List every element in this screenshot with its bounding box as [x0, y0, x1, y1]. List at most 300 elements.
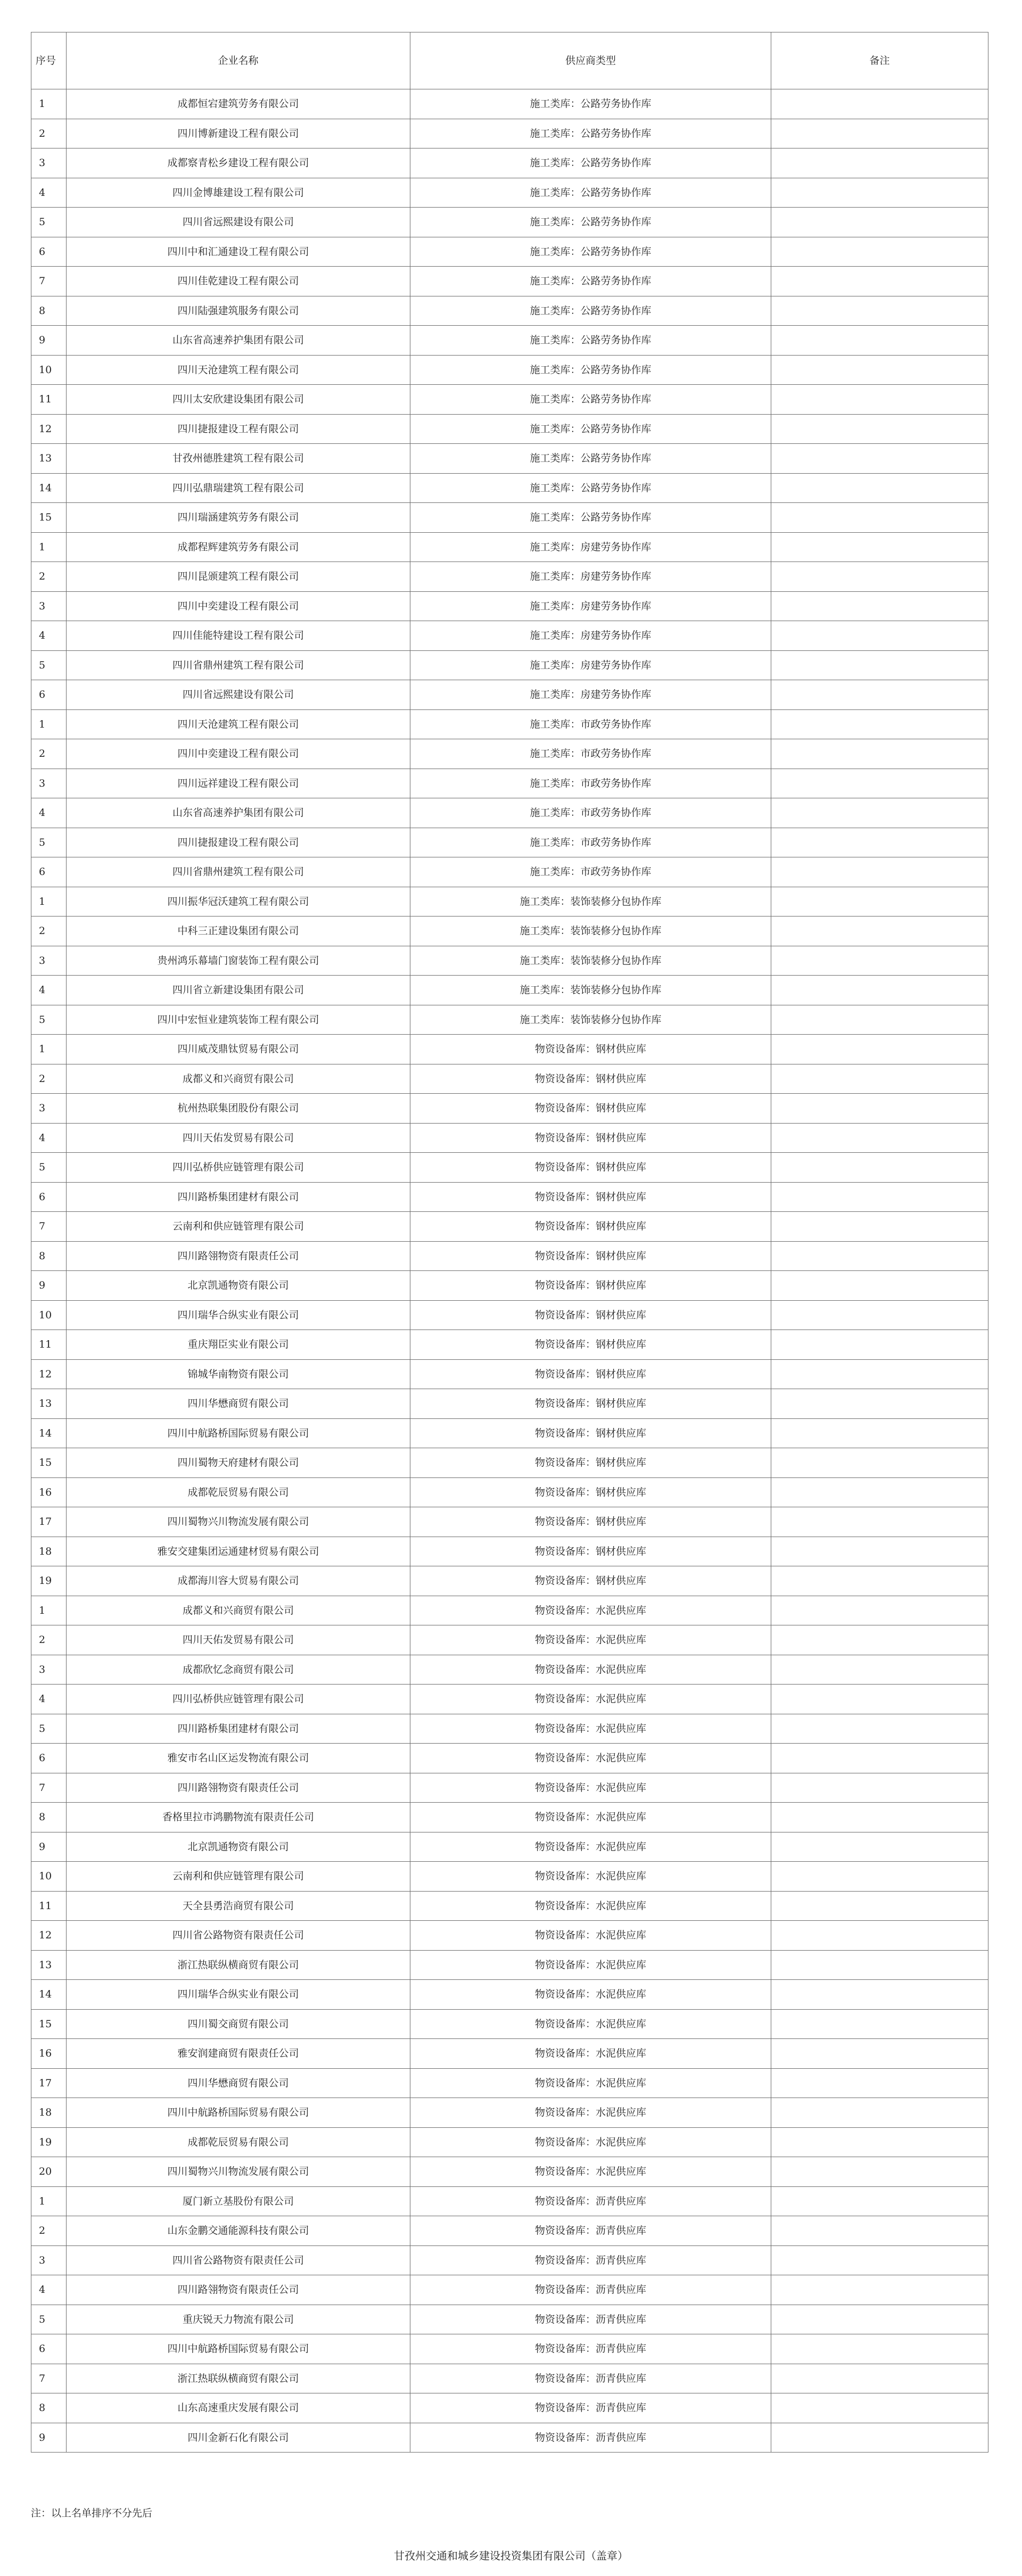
row-index: 4	[31, 621, 67, 651]
table-row	[31, 503, 988, 533]
table-row	[31, 178, 988, 208]
table-row	[31, 2068, 988, 2098]
row-index: 2	[31, 2216, 67, 2246]
row-company-name: 杭州热联集团股份有限公司	[67, 1094, 410, 1124]
row-supplier-type: 物资设备库：钢材供应库	[410, 1300, 771, 1330]
row-index: 4	[31, 2275, 67, 2305]
table-row	[31, 1094, 988, 1124]
row-supplier-type: 物资设备库：钢材供应库	[410, 1566, 771, 1596]
table-row	[31, 1182, 988, 1212]
row-supplier-type: 物资设备库：沥青供应库	[410, 2393, 771, 2423]
row-supplier-type: 物资设备库：钢材供应库	[410, 1507, 771, 1537]
row-company-name: 四川省公路物资有限责任公司	[67, 1921, 410, 1951]
row-index: 9	[31, 2423, 67, 2453]
table-row	[31, 1862, 988, 1892]
row-supplier-type: 物资设备库：钢材供应库	[410, 1271, 771, 1301]
row-index: 13	[31, 444, 67, 474]
row-remark	[771, 1507, 988, 1537]
table-row	[31, 650, 988, 680]
row-remark	[771, 562, 988, 592]
table-row	[31, 1064, 988, 1094]
row-index: 1	[31, 887, 67, 917]
row-remark	[771, 1241, 988, 1271]
list-note: 注：以上名单排序不分先后	[31, 2507, 153, 2519]
row-index: 1	[31, 532, 67, 562]
row-company-name: 四川中奕建设工程有限公司	[67, 591, 410, 621]
row-remark	[771, 1300, 988, 1330]
supplier-list-sheet	[31, 32, 988, 2453]
row-remark	[771, 2393, 988, 2423]
row-company-name: 重庆翔臣实业有限公司	[67, 1330, 410, 1360]
row-index: 1	[31, 709, 67, 739]
row-index: 5	[31, 208, 67, 237]
row-index: 5	[31, 2305, 67, 2334]
row-remark	[771, 208, 988, 237]
row-index: 5	[31, 828, 67, 857]
row-supplier-type: 施工类库：市政劳务协作库	[410, 769, 771, 798]
row-index: 10	[31, 1300, 67, 1330]
table-row	[31, 1950, 988, 1980]
table-row	[31, 2216, 988, 2246]
row-company-name: 云南利和供应链管理有限公司	[67, 1212, 410, 1242]
row-supplier-type: 物资设备库：钢材供应库	[410, 1389, 771, 1419]
table-row	[31, 562, 988, 592]
row-remark	[771, 2305, 988, 2334]
row-company-name: 四川华懋商贸有限公司	[67, 2068, 410, 2098]
row-supplier-type: 施工类库：市政劳务协作库	[410, 709, 771, 739]
row-index: 14	[31, 1418, 67, 1448]
row-index: 11	[31, 385, 67, 415]
table-row	[31, 1773, 988, 1803]
row-remark	[771, 1625, 988, 1655]
row-index: 18	[31, 2098, 67, 2128]
row-index: 3	[31, 769, 67, 798]
row-remark	[771, 680, 988, 710]
row-supplier-type: 施工类库：装饰装修分包协作库	[410, 917, 771, 946]
row-supplier-type: 物资设备库：水泥供应库	[410, 1891, 771, 1921]
row-supplier-type: 物资设备库：沥青供应库	[410, 2216, 771, 2246]
row-supplier-type: 物资设备库：沥青供应库	[410, 2364, 771, 2393]
row-company-name: 四川省立新建设集团有限公司	[67, 976, 410, 1005]
row-index: 3	[31, 2245, 67, 2275]
row-company-name: 四川省远熙建设有限公司	[67, 680, 410, 710]
row-company-name: 四川金博雄建设工程有限公司	[67, 178, 410, 208]
row-supplier-type: 物资设备库：钢材供应库	[410, 1448, 771, 1478]
table-row	[31, 2334, 988, 2364]
table-row	[31, 119, 988, 148]
row-index: 7	[31, 2364, 67, 2393]
row-remark	[771, 1477, 988, 1507]
row-supplier-type: 物资设备库：水泥供应库	[410, 1714, 771, 1744]
table-row	[31, 1714, 988, 1744]
row-company-name: 四川天佑发贸易有限公司	[67, 1123, 410, 1153]
row-company-name: 四川天沧建筑工程有限公司	[67, 709, 410, 739]
row-index: 1	[31, 89, 67, 119]
row-index: 11	[31, 1891, 67, 1921]
row-company-name: 成都恒宕建筑劳务有限公司	[67, 89, 410, 119]
row-supplier-type: 物资设备库：钢材供应库	[410, 1182, 771, 1212]
row-company-name: 四川天佑发贸易有限公司	[67, 1625, 410, 1655]
row-supplier-type: 施工类库：装饰装修分包协作库	[410, 1005, 771, 1035]
row-remark	[771, 917, 988, 946]
row-remark	[771, 2009, 988, 2039]
row-supplier-type: 施工类库：房建劳务协作库	[410, 562, 771, 592]
row-supplier-type: 物资设备库：水泥供应库	[410, 2068, 771, 2098]
row-index: 7	[31, 1212, 67, 1242]
row-index: 17	[31, 2068, 67, 2098]
row-company-name: 成都欣忆念商贸有限公司	[67, 1655, 410, 1685]
row-supplier-type: 物资设备库：水泥供应库	[410, 1980, 771, 2010]
row-index: 10	[31, 1862, 67, 1892]
row-index: 10	[31, 355, 67, 385]
row-remark	[771, 709, 988, 739]
table-row	[31, 828, 988, 857]
table-row	[31, 1566, 988, 1596]
row-supplier-type: 施工类库：公路劳务协作库	[410, 503, 771, 533]
row-company-name: 四川中航路桥国际贸易有限公司	[67, 2098, 410, 2128]
table-row	[31, 326, 988, 356]
row-supplier-type: 物资设备库：水泥供应库	[410, 2009, 771, 2039]
row-company-name: 雅安交建集团运通建材贸易有限公司	[67, 1537, 410, 1566]
table-row	[31, 1980, 988, 2010]
row-remark	[771, 473, 988, 503]
row-remark	[771, 119, 988, 148]
row-remark	[771, 2157, 988, 2187]
row-company-name: 贵州鸿乐幕墙门窗装饰工程有限公司	[67, 946, 410, 976]
row-index: 12	[31, 1921, 67, 1951]
row-remark	[771, 296, 988, 326]
row-supplier-type: 物资设备库：钢材供应库	[410, 1359, 771, 1389]
row-remark	[771, 976, 988, 1005]
row-company-name: 四川中宏恒业建筑装饰工程有限公司	[67, 1005, 410, 1035]
row-index: 2	[31, 1625, 67, 1655]
row-index: 5	[31, 1714, 67, 1744]
row-supplier-type: 施工类库：公路劳务协作库	[410, 473, 771, 503]
row-remark	[771, 1980, 988, 2010]
row-company-name: 四川瑞华合纵实业有限公司	[67, 1300, 410, 1330]
row-supplier-type: 物资设备库：沥青供应库	[410, 2305, 771, 2334]
table-row	[31, 1330, 988, 1360]
row-company-name: 四川瑞涵建筑劳务有限公司	[67, 503, 410, 533]
row-supplier-type: 施工类库：公路劳务协作库	[410, 414, 771, 444]
table-row	[31, 2393, 988, 2423]
row-supplier-type: 物资设备库：钢材供应库	[410, 1330, 771, 1360]
row-supplier-type: 物资设备库：水泥供应库	[410, 1655, 771, 1685]
table-row	[31, 2423, 988, 2453]
row-supplier-type: 物资设备库：水泥供应库	[410, 1832, 771, 1862]
row-index: 12	[31, 414, 67, 444]
row-supplier-type: 物资设备库：钢材供应库	[410, 1537, 771, 1566]
table-row	[31, 89, 988, 119]
table-row	[31, 2098, 988, 2128]
row-supplier-type: 物资设备库：水泥供应库	[410, 1950, 771, 1980]
row-remark	[771, 267, 988, 296]
row-company-name: 四川省鼎州建筑工程有限公司	[67, 857, 410, 887]
row-company-name: 四川路桥集团建材有限公司	[67, 1182, 410, 1212]
row-remark	[771, 148, 988, 178]
row-remark	[771, 2068, 988, 2098]
row-supplier-type: 物资设备库：水泥供应库	[410, 2157, 771, 2187]
header-supplier-type: 供应商类型	[410, 32, 771, 89]
row-supplier-type: 物资设备库：沥青供应库	[410, 2275, 771, 2305]
row-supplier-type: 物资设备库：水泥供应库	[410, 1625, 771, 1655]
row-index: 8	[31, 296, 67, 326]
row-remark	[771, 1182, 988, 1212]
row-company-name: 山东高速重庆发展有限公司	[67, 2393, 410, 2423]
table-row	[31, 444, 988, 474]
row-company-name: 成都察青松乡建设工程有限公司	[67, 148, 410, 178]
row-remark	[771, 2216, 988, 2246]
row-company-name: 四川蜀交商贸有限公司	[67, 2009, 410, 2039]
row-index: 9	[31, 326, 67, 356]
row-supplier-type: 物资设备库：水泥供应库	[410, 1773, 771, 1803]
row-company-name: 四川陆强建筑服务有限公司	[67, 296, 410, 326]
row-remark	[771, 798, 988, 828]
row-company-name: 四川捷报建设工程有限公司	[67, 414, 410, 444]
row-index: 1	[31, 1035, 67, 1064]
row-remark	[771, 591, 988, 621]
row-supplier-type: 施工类库：市政劳务协作库	[410, 798, 771, 828]
row-remark	[771, 1744, 988, 1773]
row-remark	[771, 1596, 988, 1625]
table-row	[31, 2364, 988, 2393]
row-supplier-type: 物资设备库：水泥供应库	[410, 1685, 771, 1714]
table-row	[31, 798, 988, 828]
row-index: 3	[31, 1094, 67, 1124]
table-row	[31, 1596, 988, 1625]
row-index: 5	[31, 1153, 67, 1183]
table-header-row	[31, 32, 988, 89]
table-row	[31, 739, 988, 769]
row-company-name: 四川省鼎州建筑工程有限公司	[67, 650, 410, 680]
row-index: 7	[31, 267, 67, 296]
row-remark	[771, 650, 988, 680]
row-company-name: 四川博新建设工程有限公司	[67, 119, 410, 148]
row-index: 2	[31, 119, 67, 148]
row-index: 18	[31, 1537, 67, 1566]
row-company-name: 四川省远熙建设有限公司	[67, 208, 410, 237]
row-company-name: 中科三正建设集团有限公司	[67, 917, 410, 946]
row-index: 8	[31, 1241, 67, 1271]
row-supplier-type: 物资设备库：水泥供应库	[410, 1803, 771, 1832]
row-remark	[771, 1330, 988, 1360]
row-company-name: 四川远祥建设工程有限公司	[67, 769, 410, 798]
table-row	[31, 1655, 988, 1685]
row-remark	[771, 769, 988, 798]
row-supplier-type: 物资设备库：沥青供应库	[410, 2423, 771, 2453]
row-index: 4	[31, 798, 67, 828]
header-index: 序号	[31, 32, 67, 89]
row-supplier-type: 物资设备库：水泥供应库	[410, 2127, 771, 2157]
row-supplier-type: 施工类库：装饰装修分包协作库	[410, 887, 771, 917]
row-index: 6	[31, 1182, 67, 1212]
row-company-name: 四川弘桥供应链管理有限公司	[67, 1153, 410, 1183]
row-company-name: 四川金新石化有限公司	[67, 2423, 410, 2453]
row-index: 1	[31, 2186, 67, 2216]
row-remark	[771, 1537, 988, 1566]
row-index: 6	[31, 1744, 67, 1773]
row-supplier-type: 施工类库：公路劳务协作库	[410, 385, 771, 415]
row-remark	[771, 414, 988, 444]
row-remark	[771, 1035, 988, 1064]
row-company-name: 四川省公路物资有限责任公司	[67, 2245, 410, 2275]
table-row	[31, 2157, 988, 2187]
row-remark	[771, 89, 988, 119]
row-supplier-type: 物资设备库：水泥供应库	[410, 1744, 771, 1773]
row-remark	[771, 385, 988, 415]
table-row	[31, 1005, 988, 1035]
row-remark	[771, 2127, 988, 2157]
table-row	[31, 946, 988, 976]
table-row	[31, 1891, 988, 1921]
row-supplier-type: 物资设备库：沥青供应库	[410, 2334, 771, 2364]
row-supplier-type: 施工类库：装饰装修分包协作库	[410, 976, 771, 1005]
row-company-name: 成都乾辰贸易有限公司	[67, 1477, 410, 1507]
row-index: 9	[31, 1832, 67, 1862]
row-supplier-type: 物资设备库：水泥供应库	[410, 2039, 771, 2069]
row-remark	[771, 857, 988, 887]
row-index: 13	[31, 1950, 67, 1980]
row-index: 9	[31, 1271, 67, 1301]
row-company-name: 四川华懋商贸有限公司	[67, 1389, 410, 1419]
table-row	[31, 1389, 988, 1419]
table-row	[31, 1803, 988, 1832]
row-remark	[771, 1921, 988, 1951]
row-remark	[771, 1123, 988, 1153]
row-supplier-type: 施工类库：公路劳务协作库	[410, 208, 771, 237]
row-company-name: 云南利和供应链管理有限公司	[67, 1862, 410, 1892]
row-company-name: 四川中航路桥国际贸易有限公司	[67, 2334, 410, 2364]
row-supplier-type: 施工类库：房建劳务协作库	[410, 532, 771, 562]
row-company-name: 北京凯通物资有限公司	[67, 1832, 410, 1862]
row-remark	[771, 828, 988, 857]
row-remark	[771, 503, 988, 533]
row-company-name: 浙江热联纵横商贸有限公司	[67, 1950, 410, 1980]
table-row	[31, 709, 988, 739]
row-supplier-type: 施工类库：公路劳务协作库	[410, 267, 771, 296]
table-row	[31, 1832, 988, 1862]
row-remark	[771, 1212, 988, 1242]
header-remark: 备注	[771, 32, 988, 89]
table-row	[31, 769, 988, 798]
row-index: 17	[31, 1507, 67, 1537]
row-index: 16	[31, 2039, 67, 2069]
row-company-name: 天全县勇浩商贸有限公司	[67, 1891, 410, 1921]
table-row	[31, 887, 988, 917]
table-row	[31, 1241, 988, 1271]
row-company-name: 四川佳乾建设工程有限公司	[67, 267, 410, 296]
table-row	[31, 591, 988, 621]
row-supplier-type: 物资设备库：钢材供应库	[410, 1418, 771, 1448]
row-index: 2	[31, 562, 67, 592]
row-remark	[771, 1271, 988, 1301]
row-index: 3	[31, 148, 67, 178]
row-index: 6	[31, 857, 67, 887]
row-index: 13	[31, 1389, 67, 1419]
row-company-name: 浙江热联纵横商贸有限公司	[67, 2364, 410, 2393]
row-remark	[771, 1685, 988, 1714]
row-supplier-type: 物资设备库：水泥供应库	[410, 1862, 771, 1892]
row-supplier-type: 物资设备库：钢材供应库	[410, 1153, 771, 1183]
row-remark	[771, 326, 988, 356]
row-supplier-type: 施工类库：公路劳务协作库	[410, 296, 771, 326]
row-company-name: 四川捷报建设工程有限公司	[67, 828, 410, 857]
row-company-name: 锦城华南物资有限公司	[67, 1359, 410, 1389]
table-row	[31, 1123, 988, 1153]
row-supplier-type: 施工类库：公路劳务协作库	[410, 119, 771, 148]
row-supplier-type: 物资设备库：钢材供应库	[410, 1477, 771, 1507]
row-remark	[771, 2364, 988, 2393]
row-supplier-type: 物资设备库：钢材供应库	[410, 1094, 771, 1124]
row-remark	[771, 1359, 988, 1389]
row-company-name: 四川太安欣建设集团有限公司	[67, 385, 410, 415]
row-supplier-type: 施工类库：公路劳务协作库	[410, 355, 771, 385]
row-company-name: 四川中航路桥国际贸易有限公司	[67, 1418, 410, 1448]
row-company-name: 雅安市名山区运发物流有限公司	[67, 1744, 410, 1773]
row-remark	[771, 1891, 988, 1921]
row-supplier-type: 施工类库：市政劳务协作库	[410, 739, 771, 769]
row-company-name: 四川蜀物兴川物流发展有限公司	[67, 1507, 410, 1537]
row-index: 2	[31, 739, 67, 769]
header-company-name: 企业名称	[67, 32, 410, 89]
row-company-name: 四川威茂鼎钛贸易有限公司	[67, 1035, 410, 1064]
row-company-name: 四川路翎物资有限责任公司	[67, 1241, 410, 1271]
row-index: 14	[31, 473, 67, 503]
row-remark	[771, 621, 988, 651]
table-row	[31, 414, 988, 444]
row-company-name: 成都义和兴商贸有限公司	[67, 1064, 410, 1094]
row-company-name: 四川路翎物资有限责任公司	[67, 1773, 410, 1803]
row-remark	[771, 2098, 988, 2128]
row-index: 19	[31, 2127, 67, 2157]
row-index: 8	[31, 1803, 67, 1832]
row-supplier-type: 施工类库：公路劳务协作库	[410, 326, 771, 356]
table-row	[31, 2186, 988, 2216]
row-index: 12	[31, 1359, 67, 1389]
table-row	[31, 1035, 988, 1064]
table-row	[31, 1448, 988, 1478]
table-row	[31, 2127, 988, 2157]
table-row	[31, 148, 988, 178]
row-remark	[771, 2039, 988, 2069]
row-index: 11	[31, 1330, 67, 1360]
row-company-name: 四川佳能特建设工程有限公司	[67, 621, 410, 651]
row-remark	[771, 1418, 988, 1448]
table-row	[31, 237, 988, 267]
row-remark	[771, 1448, 988, 1478]
row-company-name: 厦门新立基股份有限公司	[67, 2186, 410, 2216]
row-company-name: 四川弘鼎瑞建筑工程有限公司	[67, 473, 410, 503]
table-row	[31, 532, 988, 562]
row-company-name: 成都义和兴商贸有限公司	[67, 1596, 410, 1625]
row-supplier-type: 施工类库：公路劳务协作库	[410, 237, 771, 267]
row-company-name: 山东省高速养护集团有限公司	[67, 326, 410, 356]
row-index: 3	[31, 946, 67, 976]
row-remark	[771, 2275, 988, 2305]
row-index: 6	[31, 237, 67, 267]
row-company-name: 甘孜州德胜建筑工程有限公司	[67, 444, 410, 474]
table-row	[31, 2275, 988, 2305]
row-remark	[771, 355, 988, 385]
row-company-name: 成都程辉建筑劳务有限公司	[67, 532, 410, 562]
row-index: 6	[31, 2334, 67, 2364]
row-company-name: 四川中和汇通建设工程有限公司	[67, 237, 410, 267]
row-supplier-type: 物资设备库：钢材供应库	[410, 1064, 771, 1094]
row-index: 15	[31, 2009, 67, 2039]
table-row	[31, 1921, 988, 1951]
row-remark	[771, 1389, 988, 1419]
table-row	[31, 2009, 988, 2039]
